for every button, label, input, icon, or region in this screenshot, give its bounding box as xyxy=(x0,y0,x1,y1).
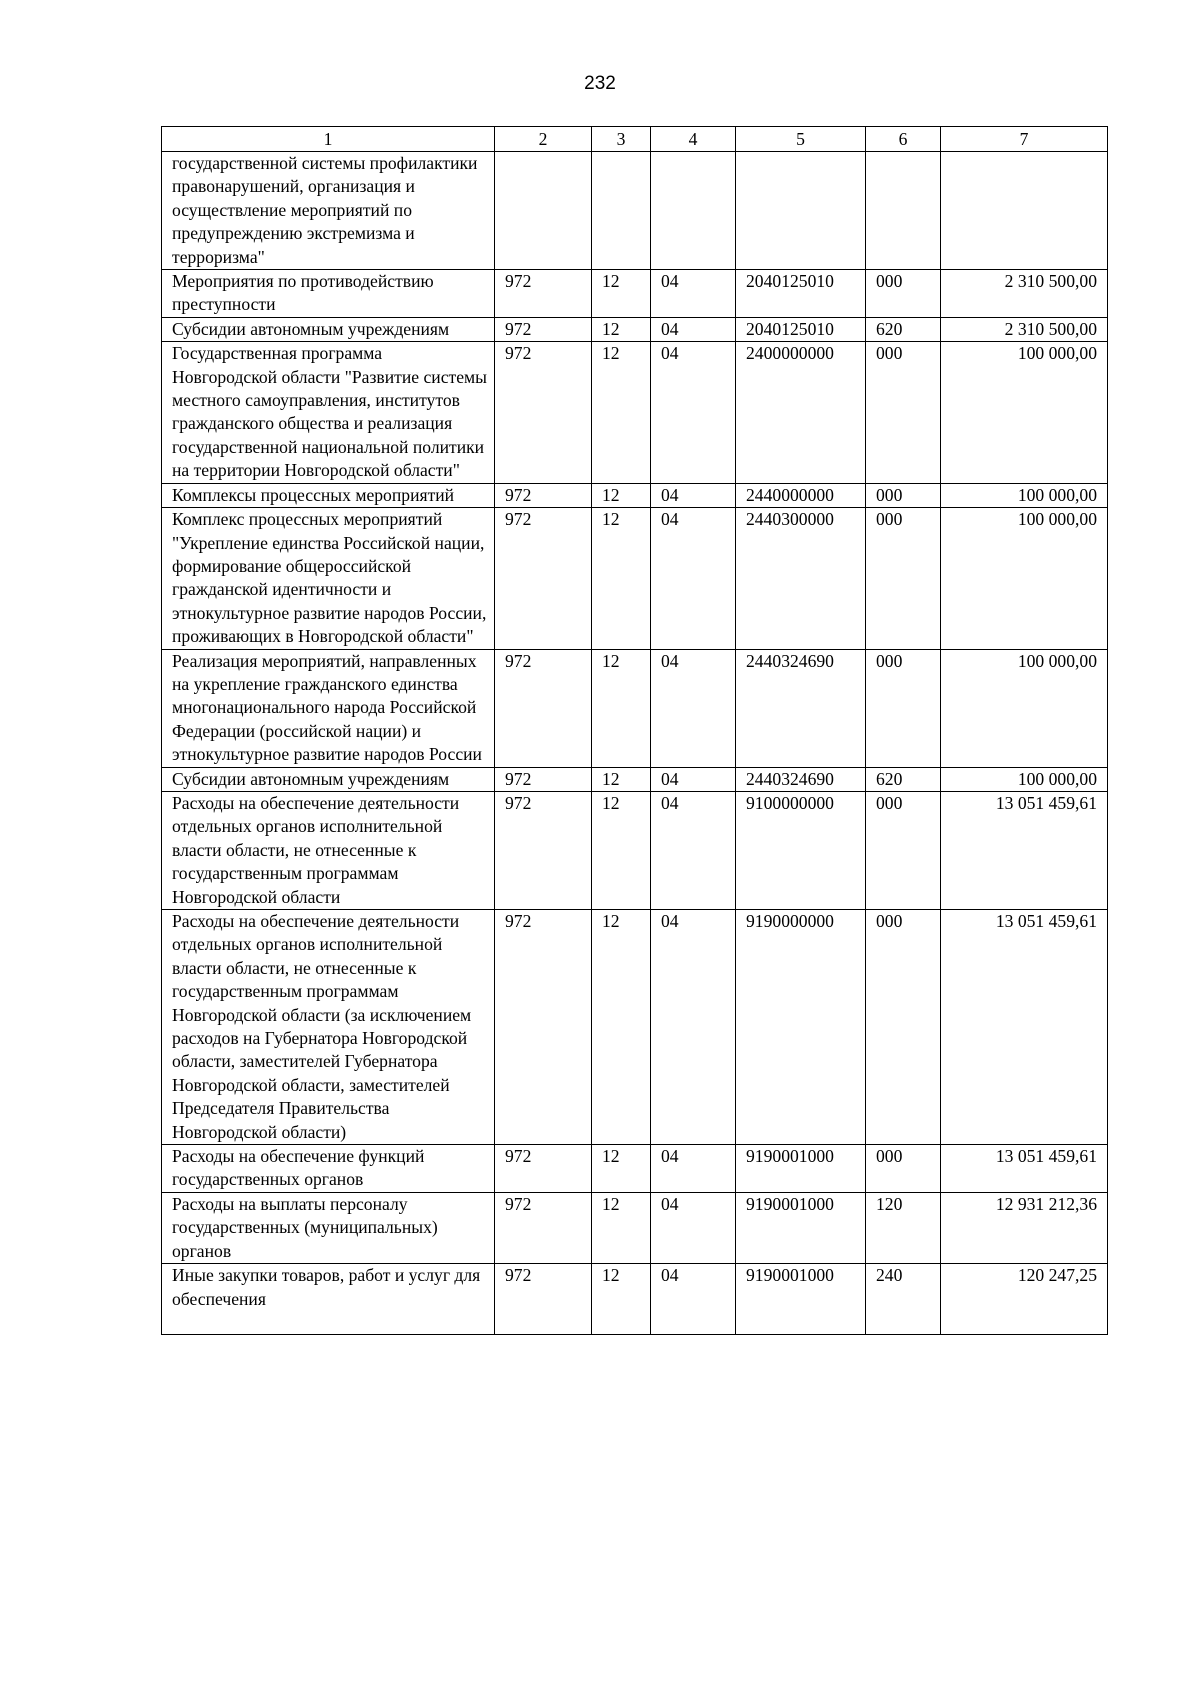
col2-cell: 972 xyxy=(495,791,592,909)
col3-cell: 12 xyxy=(592,1192,651,1263)
col2-cell: 972 xyxy=(495,317,592,341)
col5-cell: 2040125010 xyxy=(736,317,866,341)
col2-cell: 972 xyxy=(495,649,592,767)
col3-cell: 12 xyxy=(592,910,651,1145)
row-name-cell: Расходы на обеспечение деятельности отдельных органов исполнительной власти области, не отнесенные к государственным программам Новгородской области (за исключением расходов на Губернатора Новгородской области, заместителей Губернатора Новгородской области, заместителей Председателя Правительства Новгородской области) xyxy=(162,910,495,1145)
amount-cell: 100 000,00 xyxy=(941,508,1108,649)
col4-cell: 04 xyxy=(651,767,736,791)
amount-cell: 13 051 459,61 xyxy=(941,1145,1108,1193)
row-name-cell: Мероприятия по противодействию преступности xyxy=(162,270,495,318)
col3-cell: 12 xyxy=(592,270,651,318)
row-name-cell: Субсидии автономным учреждениям xyxy=(162,317,495,341)
col2-cell: 972 xyxy=(495,270,592,318)
row-name-cell: Иные закупки товаров, работ и услуг для обеспечения xyxy=(162,1264,495,1335)
col5-cell: 2400000000 xyxy=(736,342,866,483)
row-name-cell: Комплекс процессных мероприятий "Укрепление единства Российской нации, формирование общероссийской гражданской идентичности и этнокультурное развитие народов России, проживающих в Новгородской области" xyxy=(162,508,495,649)
page-number: 232 xyxy=(584,73,616,94)
amount-cell: 12 931 212,36 xyxy=(941,1192,1108,1263)
col5-cell: 9100000000 xyxy=(736,791,866,909)
col6-cell: 000 xyxy=(866,270,941,318)
col5-cell: 2440300000 xyxy=(736,508,866,649)
header-cell: 2 xyxy=(495,127,592,152)
col2-cell: 972 xyxy=(495,1264,592,1335)
header-cell: 3 xyxy=(592,127,651,152)
col6-cell: 620 xyxy=(866,767,941,791)
amount-cell: 2 310 500,00 xyxy=(941,317,1108,341)
table-row xyxy=(162,767,1108,791)
col5-cell xyxy=(736,152,866,270)
col5-cell: 2440324690 xyxy=(736,649,866,767)
col6-cell: 000 xyxy=(866,649,941,767)
col3-cell: 12 xyxy=(592,342,651,483)
amount-cell xyxy=(941,152,1108,270)
amount-cell: 100 000,00 xyxy=(941,767,1108,791)
col5-cell: 9190001000 xyxy=(736,1264,866,1335)
table-row xyxy=(162,791,1108,909)
row-name-cell: государственной системы профилактики правонарушений, организация и осуществление мероприятий по предупреждению экстремизма и терроризма" xyxy=(162,152,495,270)
col6-cell: 000 xyxy=(866,1145,941,1193)
col5-cell: 9190001000 xyxy=(736,1192,866,1263)
header-cell: 4 xyxy=(651,127,736,152)
row-name-cell: Субсидии автономным учреждениям xyxy=(162,767,495,791)
table-row xyxy=(162,270,1108,318)
col2-cell: 972 xyxy=(495,767,592,791)
header-row xyxy=(162,127,1108,152)
amount-cell: 13 051 459,61 xyxy=(941,910,1108,1145)
col2-cell: 972 xyxy=(495,483,592,507)
header-cell: 1 xyxy=(162,127,495,152)
col3-cell: 12 xyxy=(592,508,651,649)
col3-cell: 12 xyxy=(592,1264,651,1335)
header-cell: 5 xyxy=(736,127,866,152)
table-row xyxy=(162,1264,1108,1335)
col4-cell: 04 xyxy=(651,483,736,507)
col2-cell xyxy=(495,152,592,270)
col6-cell: 240 xyxy=(866,1264,941,1335)
col6-cell: 620 xyxy=(866,317,941,341)
col4-cell: 04 xyxy=(651,1145,736,1193)
col5-cell: 9190000000 xyxy=(736,910,866,1145)
table-body xyxy=(162,152,1108,1335)
col3-cell: 12 xyxy=(592,649,651,767)
col4-cell: 04 xyxy=(651,910,736,1145)
col6-cell: 000 xyxy=(866,342,941,483)
col3-cell: 12 xyxy=(592,791,651,909)
table-row xyxy=(162,649,1108,767)
table-row xyxy=(162,1192,1108,1263)
col6-cell: 000 xyxy=(866,508,941,649)
table-row xyxy=(162,483,1108,507)
table-row xyxy=(162,910,1108,1145)
table-row xyxy=(162,508,1108,649)
col3-cell: 12 xyxy=(592,483,651,507)
col4-cell: 04 xyxy=(651,791,736,909)
row-name-cell: Расходы на выплаты персоналу государственных (муниципальных) органов xyxy=(162,1192,495,1263)
header-cell: 7 xyxy=(941,127,1108,152)
col4-cell: 04 xyxy=(651,342,736,483)
row-name-cell: Реализация мероприятий, направленных на укрепление гражданского единства многонационального народа Российской Федерации (российской нации) и этнокультурное развитие народов России xyxy=(162,649,495,767)
amount-cell: 2 310 500,00 xyxy=(941,270,1108,318)
amount-cell: 13 051 459,61 xyxy=(941,791,1108,909)
col2-cell: 972 xyxy=(495,1145,592,1193)
row-name-cell: Расходы на обеспечение деятельности отдельных органов исполнительной власти области, не отнесенные к государственным программам Новгородской области xyxy=(162,791,495,909)
col5-cell: 2440000000 xyxy=(736,483,866,507)
col4-cell: 04 xyxy=(651,1192,736,1263)
col4-cell: 04 xyxy=(651,317,736,341)
col3-cell xyxy=(592,152,651,270)
col3-cell: 12 xyxy=(592,317,651,341)
col6-cell xyxy=(866,152,941,270)
table-row xyxy=(162,342,1108,483)
col5-cell: 2040125010 xyxy=(736,270,866,318)
col4-cell: 04 xyxy=(651,1264,736,1335)
amount-cell: 100 000,00 xyxy=(941,342,1108,483)
col2-cell: 972 xyxy=(495,1192,592,1263)
col4-cell xyxy=(651,152,736,270)
row-name-cell: Комплексы процессных мероприятий xyxy=(162,483,495,507)
col4-cell: 04 xyxy=(651,649,736,767)
table-header xyxy=(162,127,1108,152)
col3-cell: 12 xyxy=(592,767,651,791)
amount-cell: 120 247,25 xyxy=(941,1264,1108,1335)
table-row xyxy=(162,152,1108,270)
row-name-cell: Расходы на обеспечение функций государственных органов xyxy=(162,1145,495,1193)
row-name-cell: Государственная программа Новгородской области "Развитие системы местного самоуправления, институтов гражданского общества и реализация государственной национальной политики на территории Новгородской области" xyxy=(162,342,495,483)
col6-cell: 120 xyxy=(866,1192,941,1263)
table-row xyxy=(162,317,1108,341)
col2-cell: 972 xyxy=(495,342,592,483)
amount-cell: 100 000,00 xyxy=(941,649,1108,767)
col3-cell: 12 xyxy=(592,1145,651,1193)
col4-cell: 04 xyxy=(651,270,736,318)
col6-cell: 000 xyxy=(866,910,941,1145)
header-cell: 6 xyxy=(866,127,941,152)
col6-cell: 000 xyxy=(866,483,941,507)
col4-cell: 04 xyxy=(651,508,736,649)
col5-cell: 2440324690 xyxy=(736,767,866,791)
budget-table xyxy=(161,126,1108,1335)
col5-cell: 9190001000 xyxy=(736,1145,866,1193)
table-row xyxy=(162,1145,1108,1193)
col2-cell: 972 xyxy=(495,910,592,1145)
col2-cell: 972 xyxy=(495,508,592,649)
amount-cell: 100 000,00 xyxy=(941,483,1108,507)
col6-cell: 000 xyxy=(866,791,941,909)
